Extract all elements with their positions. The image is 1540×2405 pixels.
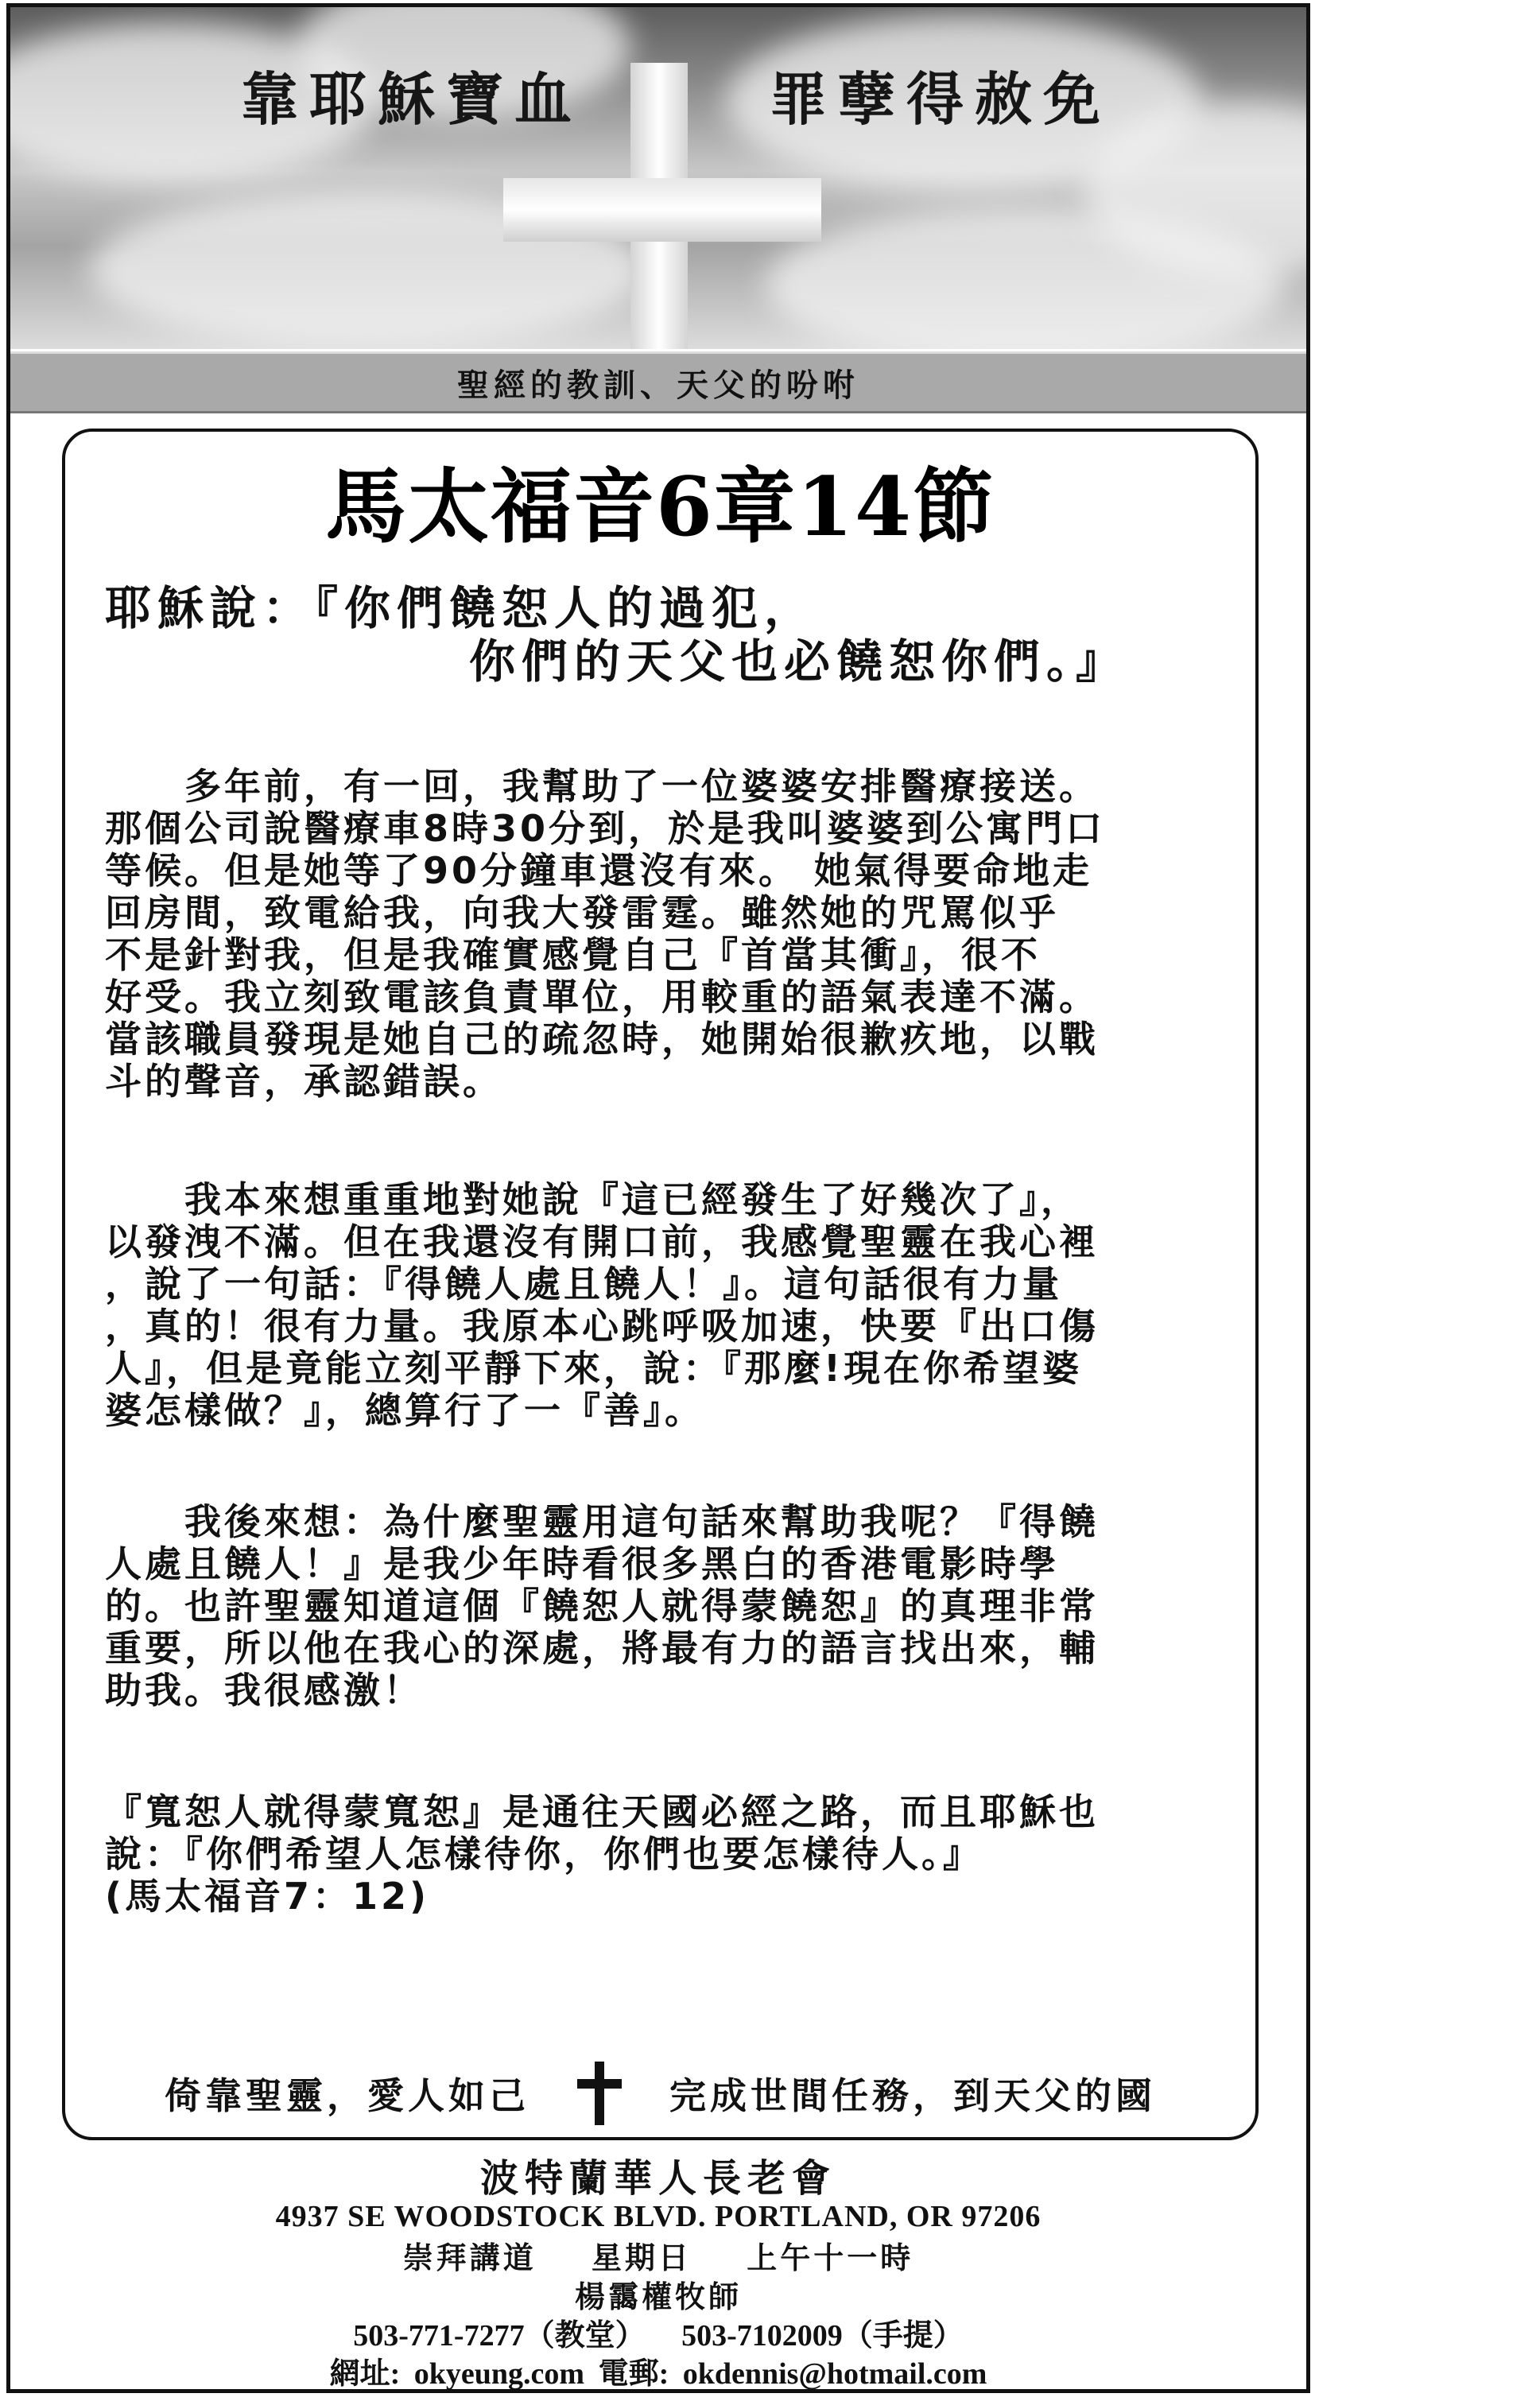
paragraph-line: 不是針對我，但是我確實感覺自己『首當其衝』，很不	[105, 933, 1041, 976]
paragraph-line: 等候。但是她等了90分鐘車還沒有來。 她氣得要命地走	[105, 849, 1093, 892]
paragraph-line: 回房間，致電給我，向我大發雷霆。雖然她的咒罵似乎	[105, 891, 1059, 934]
closing-left: 倚靠聖靈，愛人如己	[165, 2074, 529, 2117]
paragraph-line: 說：『你們希望人怎樣待你，你們也要怎樣待人。』	[105, 1833, 983, 1876]
paragraph-line: 多年前，有一回，我幫助了一位婆婆安排醫療接送。	[105, 765, 1099, 808]
banner-right-heading: 罪孽得赦免	[770, 66, 1112, 133]
banner-left-heading: 靠耶穌寶血	[241, 66, 584, 133]
paragraph-line: 我本來想重重地對她說『這已經發生了好幾次了』，	[105, 1178, 1080, 1221]
quote-line-2: 你們的天父也必饒恕你們。』	[469, 634, 1129, 689]
paragraph-1	[105, 766, 1254, 1103]
service-info	[10, 2233, 1306, 2277]
paragraph-line: 我後來想：為什麼聖靈用這句話來幫助我呢？『得饒	[105, 1500, 1099, 1543]
paragraph-line: 的。也許聖靈知道這個『饒恕人就得蒙饒恕』的真理非常	[105, 1585, 1099, 1627]
web-contact	[10, 2349, 1306, 2392]
paragraph-line: 以發洩不滿。但在我還沒有開口前，我感覺聖靈在我心裡	[105, 1220, 1099, 1263]
paragraph-2	[105, 1179, 1254, 1432]
quote-line-1: 耶穌說：『你們饒恕人的過犯，	[105, 581, 817, 635]
paragraph-3	[105, 1501, 1254, 1712]
church-address: 4937 SE WOODSTOCK BLVD. PORTLAND, OR 97206	[275, 2200, 1042, 2233]
service-day: 星期日	[591, 2240, 692, 2275]
paragraph-line: ，說了一句話：『得饒人處且饒人！』。這句話很有力量	[105, 1263, 1062, 1305]
service-time: 上午十一時	[747, 2240, 914, 2275]
email-link[interactable]: okdennis@hotmail.com	[682, 2357, 987, 2391]
cross-icon	[503, 178, 821, 242]
phone-church: 503-771-7277（教堂）	[353, 2319, 646, 2353]
paragraph-4	[105, 1791, 1254, 1918]
page-title: 馬太福音6章14節	[325, 460, 995, 555]
paragraph-line: (馬太福音7：12)	[105, 1875, 430, 1918]
closing-line	[65, 2062, 1255, 2125]
paragraph-line: 當該職員發現是她自己的疏忽時，她開始很歉疚地，以戰	[105, 1018, 1099, 1061]
cross-icon	[577, 2062, 622, 2125]
paragraph-line: 助我。我很感激！	[105, 1669, 423, 1712]
paragraph-line: ，真的！很有力量。我原本心跳呼吸加速，快要『出口傷	[105, 1305, 1099, 1348]
phone-numbers	[10, 2310, 1306, 2354]
paragraph-line: 『寬恕人就得蒙寬恕』是通往天國必經之路，而且耶穌也	[105, 1790, 1099, 1833]
pastor-name: 楊靄權牧師	[574, 2279, 742, 2314]
web-label: 網址:	[329, 2357, 401, 2391]
paragraph-line: 那個公司說醫療車8時30分到，於是我叫婆婆到公寓門口	[105, 807, 1106, 850]
paragraph-line: 人』，但是竟能立刻平靜下來，說：『那麼!現在你希望婆	[105, 1347, 1082, 1390]
church-name: 波特蘭華人長老會	[479, 2156, 836, 2201]
paragraph-line: 重要，所以他在我心的深處，將最有力的語言找出來，輔	[105, 1627, 1099, 1670]
service-label: 崇拜講道	[402, 2240, 537, 2275]
subheading: 聖經的教訓、天父的吩咐	[457, 367, 859, 404]
paragraph-line: 好受。我立刻致電該負責單位，用較重的語氣表達不滿。	[105, 976, 1099, 1018]
email-label: 電郵:	[598, 2357, 669, 2391]
paragraph-line: 婆怎樣做？』，總算行了一『善』。	[105, 1389, 704, 1432]
paragraph-line: 人處且饒人！』是我少年時看很多黑白的香港電影時學	[105, 1542, 1059, 1585]
web-link[interactable]: okyeung.com	[413, 2357, 585, 2391]
content-box	[62, 429, 1259, 2140]
advertisement	[6, 3, 1310, 2393]
paragraph-line: 斗的聲音，承認錯誤。	[105, 1060, 502, 1103]
closing-right: 完成世間任務，到天父的國	[669, 2074, 1156, 2117]
phone-mobile: 503-7102009（手提）	[681, 2319, 964, 2353]
banner	[10, 7, 1306, 349]
subheading-bar	[10, 351, 1306, 413]
